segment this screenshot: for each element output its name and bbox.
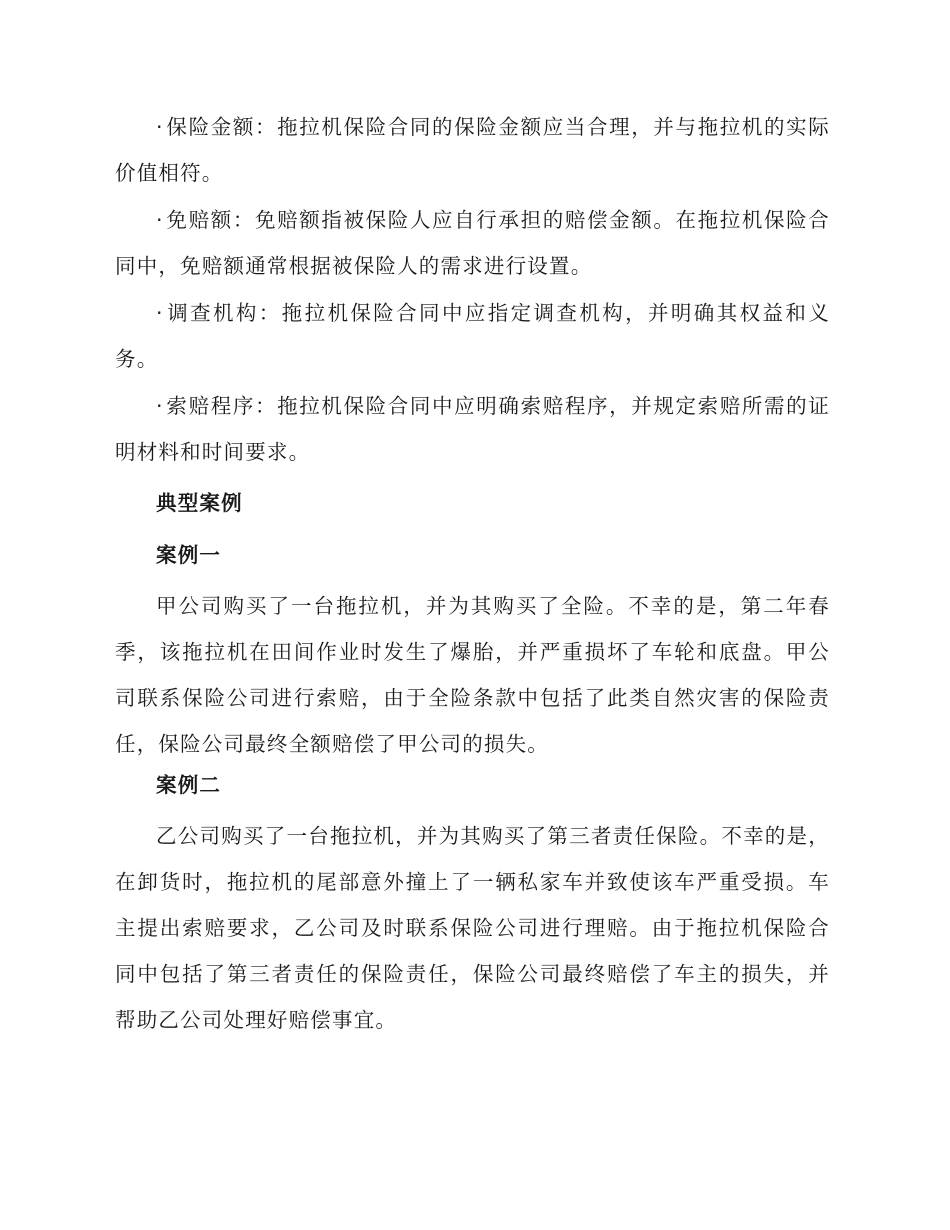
item-insured-amount <box>115 104 830 196</box>
case-two-text: 乙公司购买了一台拖拉机，并为其购买了第三者责任保险。不幸的是，在卸货时，拖拉机的尾部意外撞上了一辆私家车并致使该车严重受损。车主提出索赔要求，乙公司及时联系保险公司进行理赔。由于拖拉机保险合同中包括了第三者责任的保险责任，保险公司最终赔偿了车主的损失，并帮助乙公司处理好赔偿事宜。 <box>115 824 830 1032</box>
item-claim-procedure <box>115 383 830 475</box>
case-two-title: 案例二 <box>156 773 222 797</box>
item-text: 调查机构：拖拉机保险合同中应指定调查机构，并明确其权益和义务。 <box>115 301 830 371</box>
case-one-title: 案例一 <box>156 543 222 567</box>
item-investigation-agency <box>115 290 830 382</box>
bullet-mark: · <box>156 301 164 325</box>
bullet-mark: · <box>156 208 164 232</box>
bullet-mark: · <box>156 115 164 139</box>
item-text: 索赔程序：拖拉机保险合同中应明确索赔程序，并规定索赔所需的证明材料和时间要求。 <box>115 394 830 464</box>
item-text: 免赔额：免赔额指被保险人应自行承担的赔偿金额。在拖拉机保险合同中，免赔额通常根据被保险人的需求进行设置。 <box>115 208 830 278</box>
item-text: 保险金额：拖拉机保险合同的保险金额应当合理，并与拖拉机的实际价值相符。 <box>115 115 830 185</box>
section-title: 典型案例 <box>156 491 243 515</box>
case-one-text: 甲公司购买了一台拖拉机，并为其购买了全险。不幸的是，第二年春季，该拖拉机在田间作业时发生了爆胎，并严重损坏了车轮和底盘。甲公司联系保险公司进行索赔，由于全险条款中包括了此类自然灾害的保险责任，保险公司最终全额赔偿了甲公司的损失。 <box>115 594 830 756</box>
bullet-mark: · <box>156 394 164 418</box>
item-deductible <box>115 197 830 289</box>
